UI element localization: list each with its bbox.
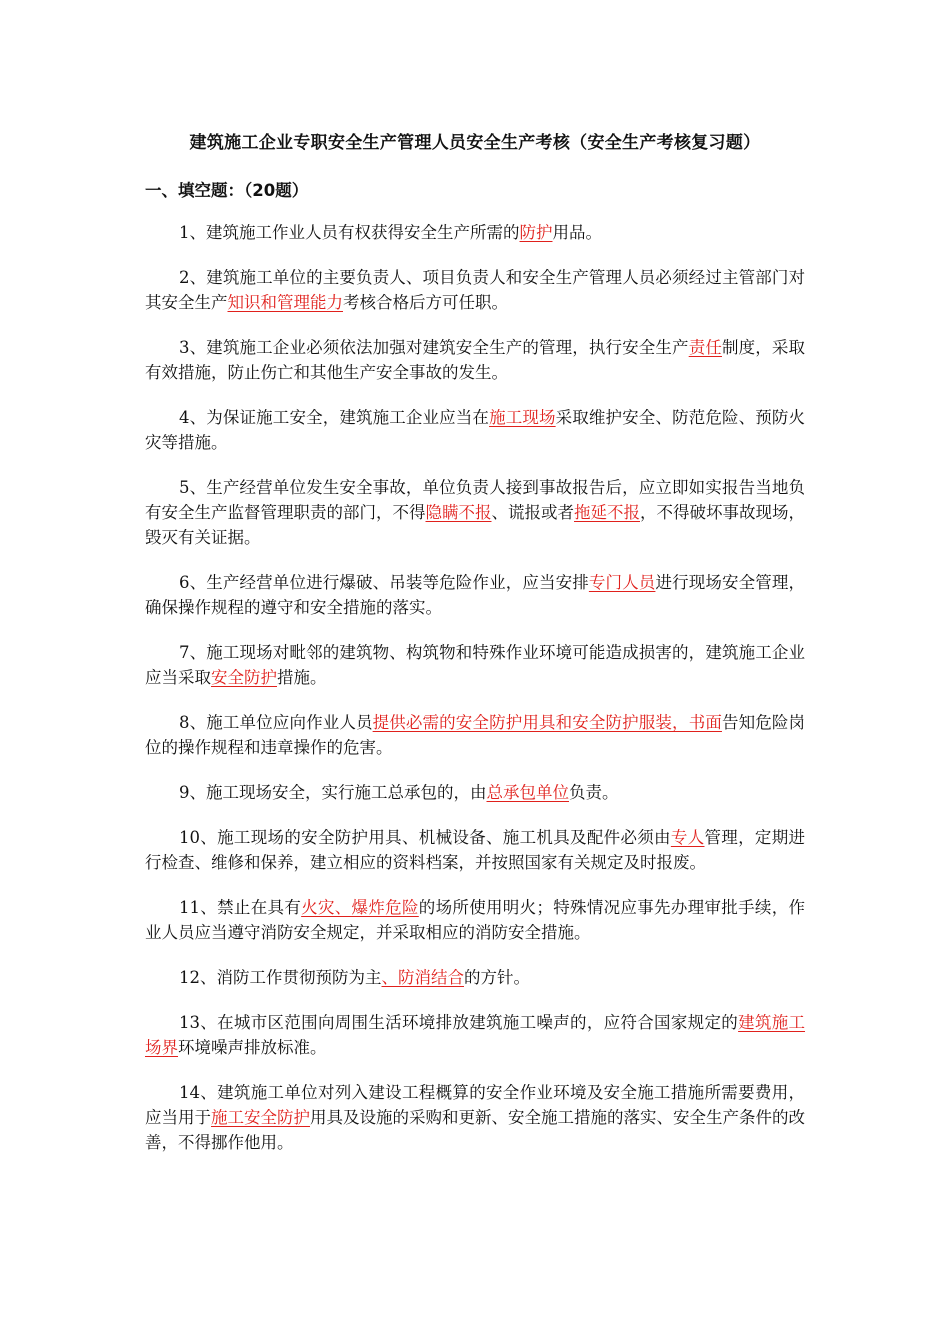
question-item [145, 965, 805, 990]
question-item [145, 1010, 805, 1060]
question-text: 管理，定期进行检查、维修和保养，建立相应的资料档案，并按照国家有关规定及时报废。 [145, 828, 806, 872]
question-text: 告知危险岗位的操作规程和违章操作的危害。 [145, 713, 806, 757]
question-text: 、谎报或者 [491, 503, 574, 522]
answer-text: 知识和管理能力 [227, 293, 343, 312]
question-text: ，不得破坏事故现场，毁灭有关证据。 [145, 503, 805, 547]
question-item [145, 265, 805, 315]
section-heading: 一、填空题：（20题） [145, 181, 309, 200]
answer-text: 隐瞒不报 [425, 503, 492, 522]
question-text: 用品。 [552, 223, 602, 242]
question-text: 制度，采取有效措施，防止伤亡和其他生产安全事故的发生。 [145, 338, 806, 382]
question-text: 1、建筑施工作业人员有权获得安全生产所需的 [179, 223, 520, 242]
answer-text: 拖延不报 [574, 503, 640, 522]
question-item [145, 1080, 805, 1155]
question-item [145, 220, 805, 245]
question-text: 的方针。 [464, 968, 530, 987]
question-item [145, 780, 805, 805]
question-text: 10、施工现场的安全防护用具、机械设备、施工机具及配件必须由 [179, 828, 671, 847]
question-item [145, 895, 805, 945]
answer-text: 施工现场 [489, 408, 556, 427]
question-text: 2、建筑施工单位的主要负责人、项目负责人和安全生产管理人员必须经过主管部门对其安全生产 [145, 268, 805, 312]
question-text: 14、建筑施工单位对列入建设工程概算的安全作业环境及安全施工措施所需要费用，应当用于 [145, 1083, 805, 1127]
question-text: 5、生产经营单位发生安全事故，单位负责人接到事故报告后，应立即如实报告当地负有安全生产监督管理职责的部门，不得 [145, 478, 805, 522]
question-text: 用具及设施的采购和更新、安全施工措施的落实、安全生产条件的改善，不得挪作他用。 [145, 1108, 805, 1152]
document-title: 建筑施工企业专职安全生产管理人员安全生产考核（安全生产考核复习题） [189, 133, 761, 153]
question-text: 12、消防工作贯彻预防为主 [179, 968, 382, 987]
question-text: 6、生产经营单位进行爆破、吊装等危险作业，应当安排 [179, 573, 589, 592]
answer-text: 防护 [519, 223, 553, 242]
answer-text: 责任 [688, 338, 722, 357]
question-text: 进行现场安全管理，确保操作规程的遵守和安全措施的落实。 [145, 573, 806, 617]
question-text: 7、施工现场对毗邻的建筑物、构筑物和特殊作业环境可能造成损害的，建筑施工企业应当采取 [145, 643, 805, 687]
question-text: 8、施工单位应向作业人员 [179, 713, 373, 732]
question-item [145, 475, 805, 550]
question-text: 11、禁止在具有 [179, 898, 302, 917]
question-text: 措施。 [277, 668, 327, 687]
answer-text: 总承包单位 [486, 783, 569, 802]
question-text: 采取维护安全、防范危险、预防火灾等措施。 [145, 408, 806, 452]
question-item [145, 570, 805, 620]
answer-text: 火灾、爆炸危险 [301, 898, 419, 917]
question-text: 13、在城市区范围向周围生活环境排放建筑施工噪声的，应符合国家规定的 [179, 1013, 739, 1032]
question-text: 负责。 [569, 783, 619, 802]
question-text: 3、建筑施工企业必须依法加强对建筑安全生产的管理，执行安全生产 [179, 338, 689, 357]
question-item [145, 405, 805, 455]
question-item [145, 710, 805, 760]
answer-text: 专人 [670, 828, 705, 847]
question-item [145, 825, 805, 875]
question-text: 考核合格后方可任职。 [343, 293, 508, 312]
question-list [145, 220, 805, 1175]
answer-text: 、防消结合 [381, 968, 464, 987]
question-item [145, 640, 805, 690]
question-text: 4、为保证施工安全，建筑施工企业应当在 [179, 408, 490, 427]
question-text: 环境噪声排放标准。 [178, 1038, 327, 1057]
answer-text: 建筑施工场界 [145, 1013, 806, 1057]
question-item [145, 335, 805, 385]
answer-text: 施工安全防护 [211, 1108, 310, 1127]
answer-text: 专门人员 [588, 573, 656, 592]
question-text: 9、施工现场安全，实行施工总承包的，由 [179, 783, 487, 802]
answer-text: 提供必需的安全防护用具和安全防护服装，书面 [372, 713, 722, 732]
question-text: 的场所使用明火；特殊情况应事先办理审批手续，作业人员应当遵守消防安全规定，并采取相应的消防安全措施。 [145, 898, 806, 942]
answer-text: 安全防护 [211, 668, 277, 687]
